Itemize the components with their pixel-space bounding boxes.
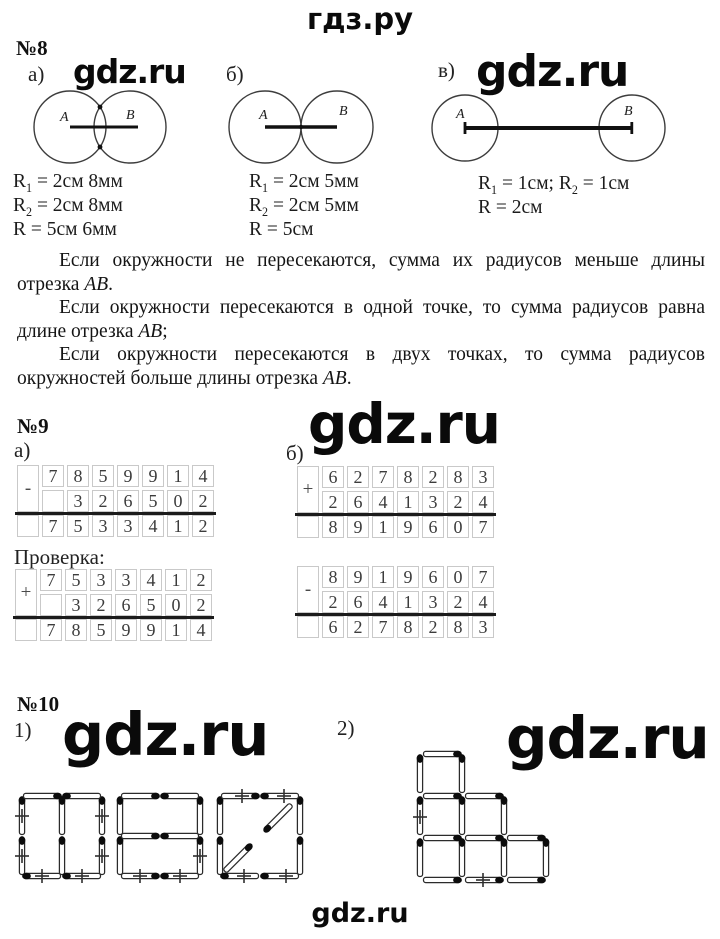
intersection-point-bottom: [98, 145, 103, 150]
digit-cell: 9: [347, 516, 369, 538]
digit-cell: 3: [92, 515, 114, 537]
digit-cell: 5: [90, 619, 112, 641]
text-run: ;: [162, 320, 168, 342]
digit-cell: 9: [347, 566, 369, 588]
digit-cell: 9: [397, 566, 419, 588]
digit-cell: 8: [447, 466, 469, 488]
matchstick-figure-diagonals: [217, 789, 304, 883]
digit-cell: 4: [190, 619, 212, 641]
addition-table-b: [297, 466, 494, 538]
digit-cell: 1: [167, 515, 189, 537]
text-run: .: [108, 273, 114, 295]
radius-line: [478, 196, 629, 220]
digit-cell: 2: [190, 594, 212, 616]
radii-block-v: [478, 172, 629, 220]
digit-cell: 7: [472, 516, 494, 538]
digit-cell: 4: [372, 491, 394, 513]
paragraph-two-points: [17, 343, 705, 390]
digit-cell: 2: [322, 491, 344, 513]
digit-cell: 2: [92, 490, 114, 512]
digit-cell: 7: [372, 466, 394, 488]
watermark-task10-2: gdz.ru: [506, 704, 709, 772]
digit-cell: 2: [192, 490, 214, 512]
blank-cell: [15, 619, 37, 641]
radii-block-b: [249, 170, 359, 242]
digit-cell: 2: [422, 466, 444, 488]
check-subtraction-table: [297, 566, 494, 638]
digit-cell: 7: [372, 616, 394, 638]
digit-cell: [42, 490, 64, 512]
digit-cell: 2: [422, 616, 444, 638]
subtraction-table-a: [17, 465, 214, 537]
digit-cell: 5: [65, 569, 87, 591]
digit-cell: 6: [322, 616, 344, 638]
subscript: 2: [571, 182, 578, 197]
matchstick-figures-1: [12, 786, 332, 898]
explanation-text: [17, 249, 705, 391]
text-run: R: [13, 195, 27, 216]
digit-cell: 9: [115, 619, 137, 641]
text-run: = 2см 8мм: [32, 171, 123, 192]
task8-part-b-label: б): [226, 62, 244, 86]
text-run: = 1см; R: [497, 173, 572, 194]
blank-cell: [297, 616, 319, 638]
tangent-point: [299, 125, 303, 129]
digit-cell: 2: [90, 594, 112, 616]
text-run: = 2см 5мм: [268, 195, 359, 216]
digit-cell: 2: [347, 466, 369, 488]
endpoint-a-tick: [464, 122, 467, 134]
subscript: 2: [26, 204, 33, 219]
check-addition-table: [15, 569, 212, 641]
digit-cell: 6: [347, 491, 369, 513]
equals-line: [295, 513, 496, 516]
matchstick-figure-split-vertical: [15, 793, 109, 883]
matchstick-figure-staircase: [408, 742, 558, 892]
text-run: Если окружности не пересекаются, сумма их радиусов меньше длины отрезка: [17, 250, 705, 295]
digit-cell: 7: [42, 465, 64, 487]
digit-cell: 4: [472, 491, 494, 513]
task9-number: №9: [17, 414, 49, 438]
italic-text: AB: [84, 273, 109, 295]
digit-cell: 5: [140, 594, 162, 616]
radius-line: [249, 170, 359, 194]
text-run: = 2см 8мм: [32, 195, 123, 216]
digit-cell: 7: [40, 619, 62, 641]
task9-part-a-label: а): [14, 438, 31, 462]
subscript: 2: [262, 204, 269, 219]
text-run: = 2см 5мм: [268, 171, 359, 192]
paragraph-no-intersect: [17, 249, 705, 296]
text-run: .: [346, 367, 352, 389]
digit-cell: 4: [140, 569, 162, 591]
digit-cell: 9: [142, 465, 164, 487]
operator-minus-cell: -: [17, 465, 39, 512]
digit-cell: 2: [192, 515, 214, 537]
digit-cell: 8: [397, 616, 419, 638]
digit-cell: [40, 594, 62, 616]
digit-cell: 8: [67, 465, 89, 487]
matchstick-figure-split-horizontal: [117, 793, 207, 883]
digit-cell: 3: [422, 491, 444, 513]
digit-cell: 2: [447, 491, 469, 513]
diagram-intersecting-circles: [22, 86, 182, 171]
digit-cell: 6: [347, 591, 369, 613]
digit-cell: 4: [142, 515, 164, 537]
digit-cell: 9: [140, 619, 162, 641]
check-label: Проверка:: [14, 545, 105, 569]
digit-cell: 5: [67, 515, 89, 537]
digit-cell: 3: [115, 569, 137, 591]
text-run: R: [249, 171, 263, 192]
digit-cell: 8: [447, 616, 469, 638]
digit-cell: 6: [115, 594, 137, 616]
equals-line: [295, 613, 496, 616]
blank-cell: [17, 515, 39, 537]
digit-cell: 0: [447, 516, 469, 538]
operator-plus-cell: +: [15, 569, 37, 616]
digit-cell: 3: [90, 569, 112, 591]
text-run: Если окружности пересекаются в одной точке, то сумма радиусов равна длине отрезка: [17, 297, 705, 342]
digit-cell: 3: [117, 515, 139, 537]
digit-cell: 3: [472, 466, 494, 488]
equals-line: [15, 512, 216, 515]
text-run: R = 5см: [249, 219, 314, 240]
radius-line: [13, 170, 123, 194]
digit-cell: 1: [165, 619, 187, 641]
digit-cell: 2: [347, 616, 369, 638]
digit-cell: 8: [397, 466, 419, 488]
digit-cell: 1: [397, 591, 419, 613]
digit-cell: 4: [192, 465, 214, 487]
digit-cell: 8: [322, 516, 344, 538]
digit-cell: 5: [92, 465, 114, 487]
digit-cell: 8: [322, 566, 344, 588]
digit-cell: 6: [117, 490, 139, 512]
blank-cell: [297, 516, 319, 538]
diagram-separated-circles: [428, 88, 678, 168]
digit-cell: 1: [397, 491, 419, 513]
digit-cell: 7: [472, 566, 494, 588]
text-run: R: [478, 173, 492, 194]
watermark-task10-1: gdz.ru: [62, 700, 269, 769]
text-run: R: [13, 171, 27, 192]
page-title: гдз.ру: [306, 2, 414, 36]
subscript: 1: [262, 180, 269, 195]
digit-cell: 0: [167, 490, 189, 512]
equals-line: [13, 616, 214, 619]
watermark-task8-a: gdz.ru: [73, 52, 186, 91]
subscript: 1: [26, 180, 33, 195]
task8-part-a-label: а): [28, 62, 45, 86]
task10-part-2-label: 2): [337, 716, 355, 740]
digit-cell: 3: [67, 490, 89, 512]
digit-cell: 2: [447, 591, 469, 613]
point-b-label: B: [126, 108, 135, 123]
digit-cell: 6: [422, 566, 444, 588]
digit-cell: 2: [190, 569, 212, 591]
task8-part-v-label: в): [438, 58, 455, 82]
text-run: R = 2см: [478, 197, 543, 218]
task9-part-b-label: б): [286, 441, 304, 465]
digit-cell: 9: [397, 516, 419, 538]
radius-line: [249, 218, 359, 242]
operator-minus-cell: -: [297, 566, 319, 613]
paragraph-one-point: [17, 296, 705, 343]
digit-cell: 4: [372, 591, 394, 613]
digit-cell: 7: [40, 569, 62, 591]
digit-cell: 4: [472, 591, 494, 613]
digit-cell: 0: [165, 594, 187, 616]
digit-cell: 7: [42, 515, 64, 537]
radii-block-a: [13, 170, 123, 242]
task8-number: №8: [16, 36, 48, 60]
digit-cell: 1: [372, 516, 394, 538]
italic-text: AB: [138, 320, 163, 342]
point-a-label: A: [456, 107, 465, 122]
digit-cell: 1: [167, 465, 189, 487]
point-b-label: B: [624, 104, 633, 119]
operator-plus-cell: +: [297, 466, 319, 513]
radius-line: [478, 172, 629, 196]
radius-line: [13, 218, 123, 242]
watermark-task9: gdz.ru: [308, 392, 500, 456]
digit-cell: 6: [422, 516, 444, 538]
subscript: 1: [491, 182, 498, 197]
endpoint-b-tick: [630, 122, 633, 134]
diagram-tangent-circles: [222, 86, 382, 171]
digit-cell: 1: [372, 566, 394, 588]
digit-cell: 5: [142, 490, 164, 512]
point-a-label: A: [60, 110, 69, 125]
radius-line: [249, 194, 359, 218]
digit-cell: 1: [165, 569, 187, 591]
task10-number: №10: [17, 692, 60, 716]
digit-cell: 3: [65, 594, 87, 616]
digit-cell: 3: [422, 591, 444, 613]
digit-cell: 3: [472, 616, 494, 638]
text-run: R = 5см 6мм: [13, 219, 117, 240]
text-run: = 1см: [577, 173, 630, 194]
intersection-point-top: [98, 105, 103, 110]
point-a-label: A: [259, 108, 268, 123]
text-run: Если окружности пересекаются в двух точках, то сумма радиусов окружностей больше длины отрезка: [17, 344, 705, 389]
footer-title: gdz.ru: [311, 898, 409, 929]
digit-cell: 6: [322, 466, 344, 488]
italic-text: AB: [322, 367, 347, 389]
task10-part-1-label: 1): [14, 718, 32, 742]
digit-cell: 8: [65, 619, 87, 641]
watermark-task8-v: gdz.ru: [476, 46, 629, 97]
text-run: R: [249, 195, 263, 216]
digit-cell: 0: [447, 566, 469, 588]
digit-cell: 2: [322, 591, 344, 613]
digit-cell: 9: [117, 465, 139, 487]
radius-line: [13, 194, 123, 218]
point-b-label: B: [339, 104, 348, 119]
